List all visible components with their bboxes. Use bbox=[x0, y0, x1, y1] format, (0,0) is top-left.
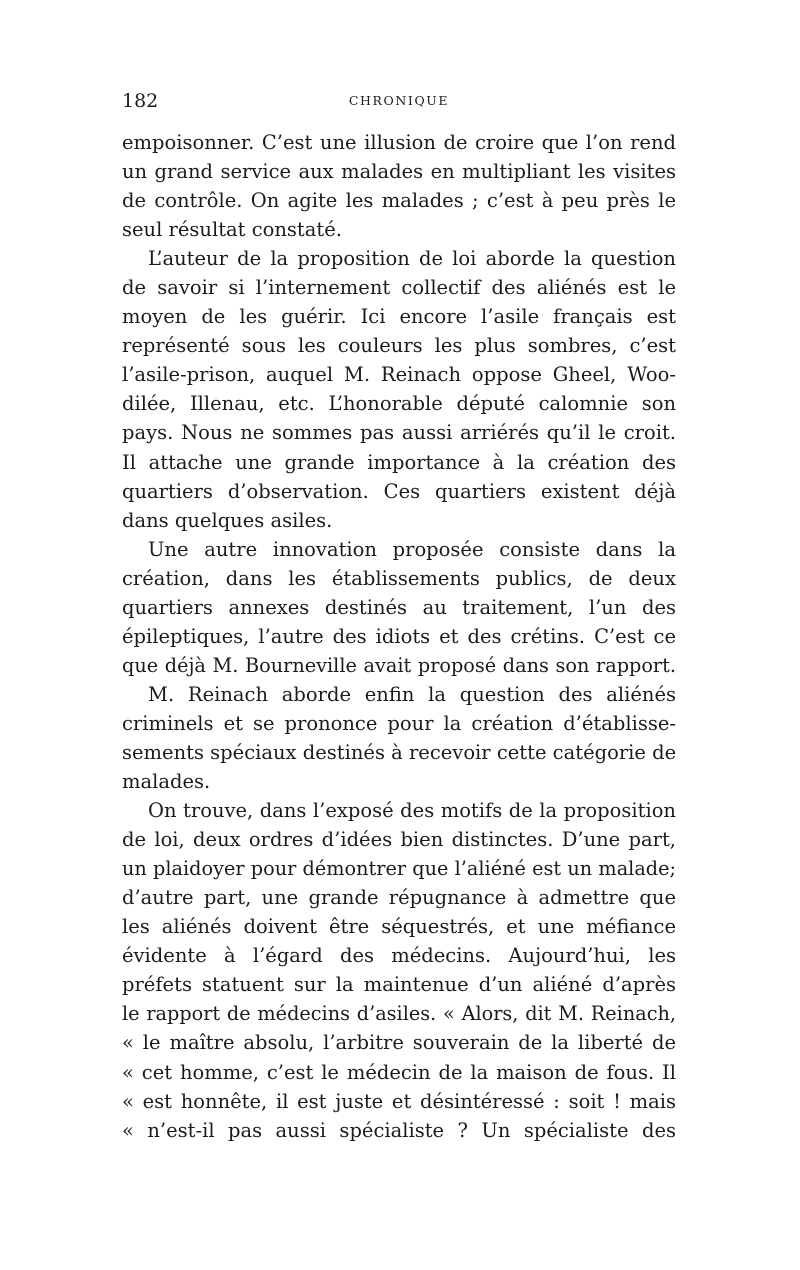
text-line: création, dans les établissements publics, de deux bbox=[122, 566, 676, 590]
page-number: 182 bbox=[122, 90, 159, 112]
page-header bbox=[122, 88, 676, 118]
text-line: « le maître absolu, l’arbitre souverain de la liberté de bbox=[122, 1031, 676, 1055]
text-line: représenté sous les couleurs les plus sombres, c’est bbox=[122, 334, 676, 358]
text-line: criminels et se prononce pour la création d’établisse- bbox=[122, 711, 676, 735]
text-line: malades. bbox=[122, 770, 211, 794]
text-line: quartiers d’observation. Ces quartiers existent déjà bbox=[122, 479, 676, 503]
running-head: CHRONIQUE bbox=[348, 93, 450, 108]
text-line: Une autre innovation proposée consiste dans la bbox=[148, 537, 676, 561]
text-line: un plaidoyer pour démontrer que l’aliéné est un malade; bbox=[122, 857, 676, 881]
text-line: le rapport de médecins d’asiles. « Alors, dit M. Reinach, bbox=[122, 1002, 676, 1026]
text-line: empoisonner. C’est une illusion de croire que l’on rend bbox=[122, 131, 676, 154]
text-line: l’asile-prison, auquel M. Reinach oppose Gheel, Woo- bbox=[122, 363, 676, 387]
text-line: L’auteur de la proposition de loi aborde la question bbox=[148, 247, 676, 271]
text-line: dans quelques asiles. bbox=[122, 508, 333, 532]
text-line: de loi, deux ordres d’idées bien distinctes. D’une part, bbox=[122, 828, 676, 852]
text-line: quartiers annexes destinés au traitement, l’un des bbox=[122, 595, 676, 619]
text-line: préfets statuent sur la maintenue d’un aliéné d’après bbox=[122, 973, 676, 997]
text-line: d’autre part, une grande répugnance à admettre que bbox=[122, 886, 676, 910]
text-line: On trouve, dans l’exposé des motifs de la proposition bbox=[148, 799, 676, 823]
text-line: « cet homme, c’est le médecin de la maison de fous. Il bbox=[122, 1060, 676, 1084]
text-line: dilée, Illenau, etc. L’honorable député calomnie son bbox=[122, 392, 676, 416]
text-line: un grand service aux malades en multipliant les visites bbox=[122, 160, 676, 184]
text-line: évidente à l’égard des médecins. Aujourd’hui, les bbox=[122, 944, 676, 968]
text-line: les aliénés doivent être séquestrés, et une méfiance bbox=[122, 915, 676, 939]
text-line: « n’est-il pas aussi spécialiste ? Un spécialiste des bbox=[122, 1118, 676, 1142]
text-line: moyen de les guérir. Ici encore l’asile français est bbox=[122, 305, 676, 329]
text-line: de contrôle. On agite les malades ; c’est à peu près le bbox=[122, 189, 676, 213]
text-line: Il attache une grande importance à la création des bbox=[122, 450, 676, 474]
text-line: que déjà M. Bourneville avait proposé dans son rapport. bbox=[122, 653, 676, 677]
text-line: sements spéciaux destinés à recevoir cette catégorie de bbox=[122, 740, 676, 764]
text-line: épileptiques, l’autre des idiots et des crétins. C’est ce bbox=[122, 624, 676, 648]
text-line: M. Reinach aborde enfin la question des aliénés bbox=[148, 682, 676, 706]
text-line: de savoir si l’internement collectif des aliénés est le bbox=[122, 276, 676, 300]
text-line: pays. Nous ne sommes pas aussi arriérés qu’il le croit. bbox=[122, 421, 676, 445]
text-line: « est honnête, il est juste et désintéressé : soit ! mais bbox=[122, 1089, 676, 1113]
body-text bbox=[122, 128, 676, 1145]
text-line: seul résultat constaté. bbox=[122, 218, 342, 242]
